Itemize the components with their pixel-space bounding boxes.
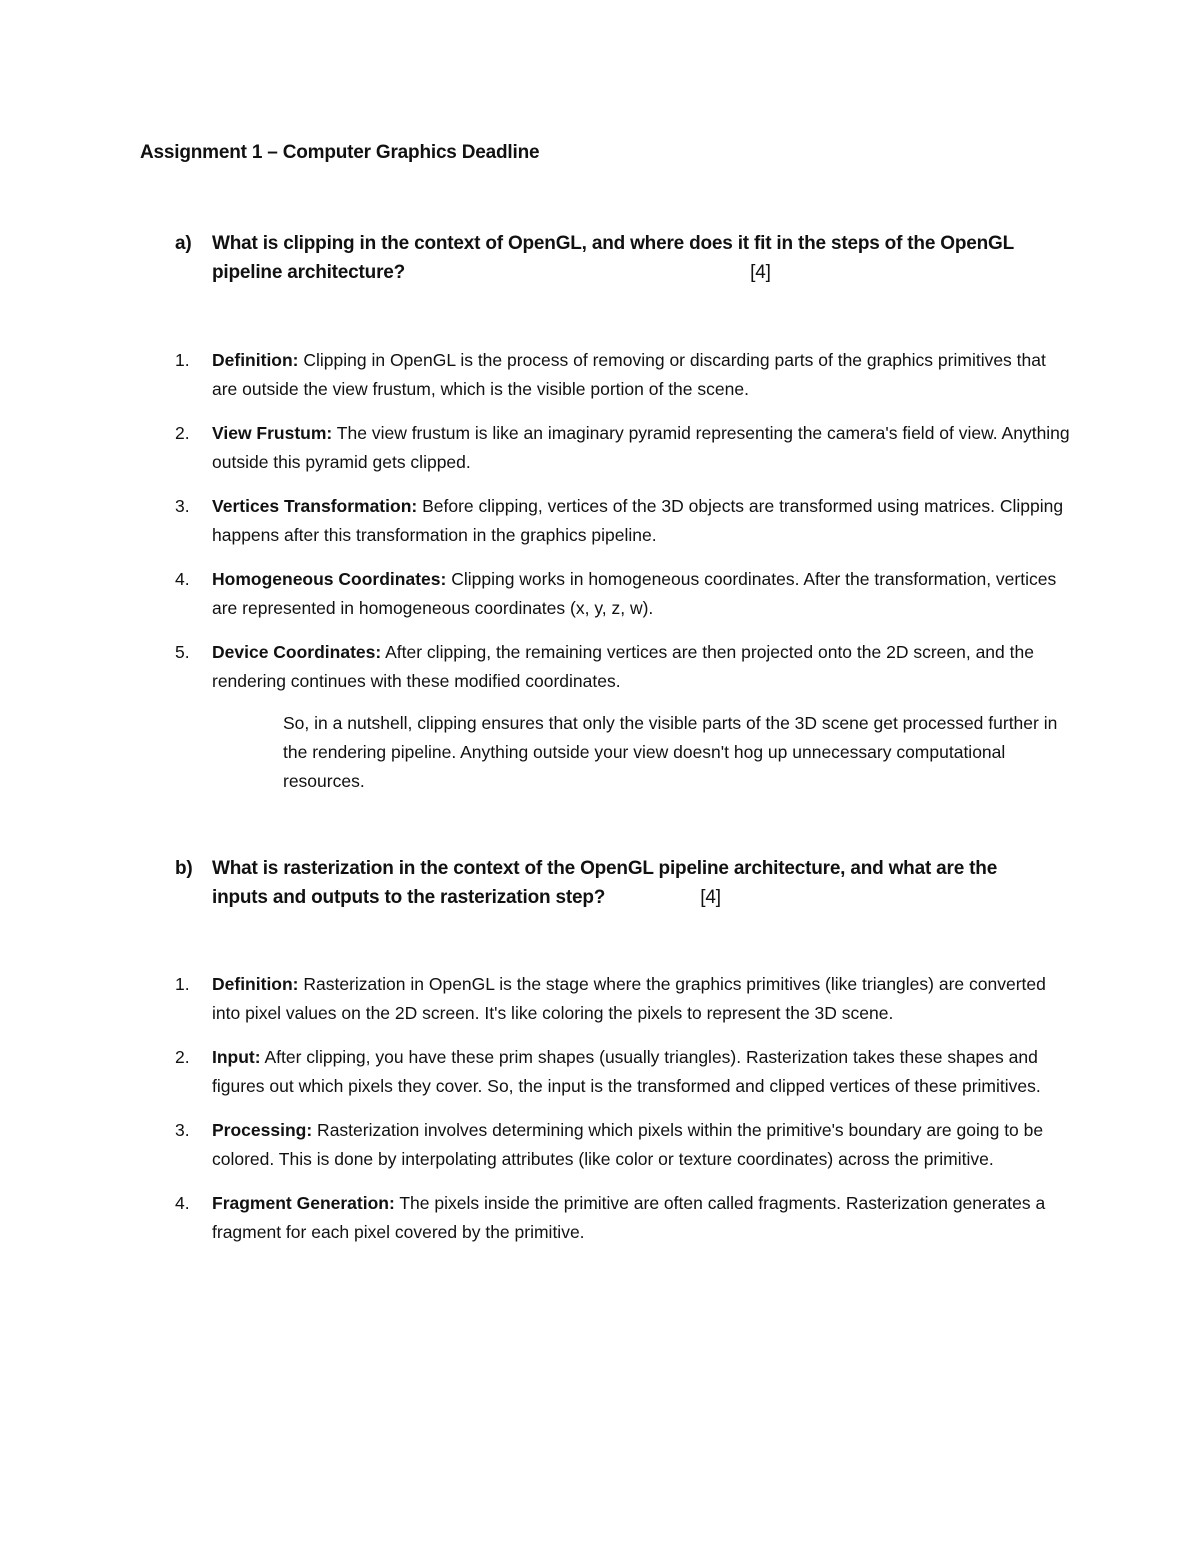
list-item-text: After clipping, the remaining vertices are then projected onto the 2D screen, and the rendering continues with these modified coordinates. <box>212 642 1034 691</box>
list-item-number: 5. <box>175 642 190 662</box>
list-item-number: 2. <box>175 1047 190 1067</box>
list-item <box>175 1116 1075 1174</box>
list-item-number: 1. <box>175 350 190 370</box>
list-item <box>175 1043 1075 1101</box>
list-item <box>175 1189 1075 1247</box>
list-item-term: Processing: <box>212 1120 313 1140</box>
question-a-letter: a) <box>175 233 192 254</box>
question-a <box>175 229 1055 287</box>
list-item-term: Fragment Generation: <box>212 1193 395 1213</box>
list-item <box>175 565 1075 623</box>
list-item-number: 2. <box>175 423 190 443</box>
question-b-prompt: What is rasterization in the context of the OpenGL pipeline architecture, and what are the inputs and outputs to the rasterization step? <box>212 858 998 908</box>
list-item <box>175 492 1075 550</box>
list-item-term: Vertices Transformation: <box>212 496 418 516</box>
list-item-text: The view frustum is like an imaginary pyramid representing the camera's field of view. Anything outside this pyramid gets clipped. <box>212 423 1070 472</box>
list-item-text: After clipping, you have these prim shapes (usually triangles). Rasterization takes these shapes and figures out which pixels they cover. So, the input is the transformed and clipped vertices of these primitives. <box>212 1047 1041 1096</box>
list-item-number: 3. <box>175 496 190 516</box>
list-item <box>175 419 1075 477</box>
question-a-text <box>212 229 1055 287</box>
question-b-text <box>212 854 1055 912</box>
question-b <box>175 854 1055 912</box>
question-a-marks: [4] <box>750 262 771 283</box>
list-item-text: Rasterization in OpenGL is the stage where the graphics primitives (like triangles) are converted into pixel values on the 2D screen. It's like coloring the pixels to represent the 3D scene. <box>212 974 1046 1023</box>
list-item-number: 4. <box>175 569 190 589</box>
question-a-prompt: What is clipping in the context of OpenGL, and where does it fit in the steps of the OpenGL pipeline architecture? <box>212 233 1014 283</box>
list-item-number: 3. <box>175 1120 190 1140</box>
list-item-number: 4. <box>175 1193 190 1213</box>
list-item-term: Definition: <box>212 974 299 994</box>
document-title: Assignment 1 – Computer Graphics Deadline <box>140 142 540 163</box>
list-item-text: Clipping works in homogeneous coordinates. After the transformation, vertices are represented in homogeneous coordinates (x, y, z, w). <box>212 569 1057 618</box>
list-item <box>175 638 1075 696</box>
list-item-term: View Frustum: <box>212 423 333 443</box>
list-item-term: Homogeneous Coordinates: <box>212 569 447 589</box>
list-item-text: Before clipping, vertices of the 3D objects are transformed using matrices. Clipping happens after this transformation in the graphics pipeline. <box>212 496 1064 545</box>
list-item-number: 1. <box>175 974 190 994</box>
question-b-letter: b) <box>175 858 193 879</box>
list-item-term: Device Coordinates: <box>212 642 382 662</box>
question-b-marks: [4] <box>700 887 721 908</box>
list-item <box>175 346 1075 404</box>
answer-list-a <box>175 346 1075 711</box>
list-item-text: Rasterization involves determining which pixels within the primitive's boundary are going to be colored. This is done by interpolating attributes (like color or texture coordinates) across the primitive. <box>212 1120 1044 1169</box>
summary-paragraph: So, in a nutshell, clipping ensures that only the visible parts of the 3D scene get processed further in the rendering pipeline. Anything outside your view doesn't hog up unnecessary computational resources. <box>283 713 1058 791</box>
list-item-text: Clipping in OpenGL is the process of removing or discarding parts of the graphics primitives that are outside the view frustum, which is the visible portion of the scene. <box>212 350 1046 399</box>
list-item-term: Input: <box>212 1047 261 1067</box>
answer-list-b <box>175 970 1075 1262</box>
list-item-text: The pixels inside the primitive are often called fragments. Rasterization generates a fragment for each pixel covered by the primitive. <box>212 1193 1046 1242</box>
list-item-term: Definition: <box>212 350 299 370</box>
list-item <box>175 970 1075 1028</box>
